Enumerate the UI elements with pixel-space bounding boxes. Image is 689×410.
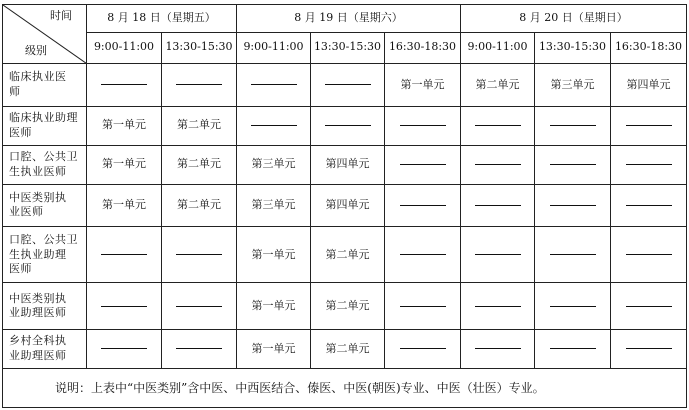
schedule-cell-empty	[461, 283, 535, 330]
schedule-cell-empty	[87, 64, 162, 107]
unit-text: 第三单元	[251, 157, 296, 171]
empty-dash	[101, 306, 147, 307]
schedule-cell-unit	[237, 283, 311, 330]
time-slot-header: 13:30-15:30	[535, 32, 611, 64]
row-level-label-line: 乡村全科执	[9, 334, 67, 348]
row-level-label-line: 业助理医师	[9, 349, 67, 363]
row-level-label-line: 生执业医师	[9, 164, 67, 178]
schedule-cell-empty	[535, 283, 611, 330]
table-row	[3, 227, 687, 283]
unit-text: 第四单元	[325, 198, 370, 212]
empty-dash	[325, 84, 371, 85]
unit-text: 第一单元	[251, 341, 296, 355]
unit-text: 第一单元	[102, 198, 146, 212]
row-level-label	[3, 283, 87, 330]
row-level-label-line: 中医类别执	[9, 291, 67, 305]
unit-text: 第二单元	[325, 247, 370, 261]
schedule-cell-empty	[385, 184, 461, 227]
empty-dash	[176, 254, 222, 255]
time-slot-header: 16:30-18:30	[611, 32, 687, 64]
unit-text: 第二单元	[325, 341, 370, 355]
empty-dash	[475, 164, 521, 165]
schedule-cell-unit	[162, 107, 237, 146]
time-slot-header: 9:00-11:00	[87, 32, 162, 64]
table-row	[3, 283, 687, 330]
schedule-cell-unit	[87, 145, 162, 184]
empty-dash	[550, 348, 596, 349]
schedule-cell-unit	[237, 145, 311, 184]
schedule-cell-unit	[535, 64, 611, 107]
empty-dash	[101, 348, 147, 349]
empty-dash	[475, 125, 521, 126]
date-header-aug18: 8 月 18 日（星期五）	[87, 5, 237, 33]
schedule-cell-empty	[461, 330, 535, 369]
empty-dash	[400, 348, 446, 349]
unit-text: 第四单元	[325, 157, 370, 171]
empty-dash	[475, 306, 521, 307]
row-level-label-line: 中医类别执	[9, 190, 67, 204]
schedule-cell-unit	[237, 184, 311, 227]
unit-text: 第四单元	[626, 77, 671, 91]
schedule-cell-unit	[311, 330, 385, 369]
empty-dash	[400, 205, 446, 206]
schedule-cell-empty	[611, 184, 687, 227]
unit-text: 第一单元	[102, 157, 146, 171]
table-row	[3, 330, 687, 369]
header-corner-cell	[3, 5, 87, 64]
row-level-label	[3, 107, 87, 146]
schedule-cell-empty	[611, 107, 687, 146]
unit-text: 第二单元	[475, 77, 520, 91]
empty-dash	[626, 164, 672, 165]
schedule-cell-unit	[311, 184, 385, 227]
schedule-cell-empty	[311, 64, 385, 107]
schedule-cell-unit	[385, 64, 461, 107]
empty-dash	[550, 306, 596, 307]
schedule-cell-empty	[87, 227, 162, 283]
schedule-cell-empty	[311, 107, 385, 146]
row-level-label	[3, 330, 87, 369]
exam-schedule-table	[2, 4, 687, 408]
schedule-cell-unit	[461, 64, 535, 107]
schedule-cell-empty	[162, 227, 237, 283]
unit-text: 第三单元	[550, 77, 595, 91]
schedule-cell-empty	[611, 227, 687, 283]
schedule-cell-empty	[461, 145, 535, 184]
empty-dash	[626, 254, 672, 255]
date-header-aug20: 8 月 20 日（星期日）	[461, 5, 687, 33]
schedule-cell-empty	[237, 107, 311, 146]
table-note: 说明：上表中“中医类别”含中医、中西医结合、傣医、中医(朝医)专业、中医（壮医）专业。	[3, 369, 687, 408]
schedule-cell-empty	[611, 145, 687, 184]
empty-dash	[475, 254, 521, 255]
schedule-cell-empty	[461, 184, 535, 227]
corner-label-time: 时间	[50, 9, 72, 22]
row-level-label-line: 口腔、公共卫	[9, 149, 78, 163]
schedule-cell-unit	[87, 107, 162, 146]
empty-dash	[475, 205, 521, 206]
row-level-label-line: 师	[9, 85, 21, 99]
empty-dash	[626, 348, 672, 349]
date-header-aug19: 8 月 19 日（星期六）	[237, 5, 461, 33]
schedule-cell-empty	[535, 107, 611, 146]
row-level-label-line: 生执业助理	[9, 247, 67, 261]
unit-text: 第一单元	[102, 118, 146, 132]
row-level-label	[3, 184, 87, 227]
schedule-cell-empty	[87, 283, 162, 330]
unit-text: 第一单元	[251, 299, 296, 313]
schedule-cell-empty	[385, 107, 461, 146]
empty-dash	[176, 306, 222, 307]
empty-dash	[626, 306, 672, 307]
time-slot-header: 13:30-15:30	[162, 32, 237, 64]
schedule-cell-unit	[611, 64, 687, 107]
schedule-cell-empty	[535, 330, 611, 369]
schedule-cell-unit	[237, 227, 311, 283]
unit-text: 第二单元	[325, 299, 370, 313]
row-level-label-line: 医师	[9, 262, 32, 276]
unit-text: 第二单元	[177, 118, 221, 132]
empty-dash	[550, 164, 596, 165]
schedule-cell-empty	[461, 107, 535, 146]
schedule-cell-empty	[535, 184, 611, 227]
empty-dash	[400, 254, 446, 255]
empty-dash	[251, 125, 297, 126]
row-level-label-line: 临床执业医	[9, 70, 67, 84]
empty-dash	[400, 164, 446, 165]
corner-label-level: 级别	[25, 44, 47, 58]
row-level-label-line: 业医师	[9, 205, 44, 219]
row-level-label-line: 医师	[9, 125, 32, 139]
schedule-cell-unit	[87, 184, 162, 227]
schedule-cell-empty	[611, 283, 687, 330]
unit-text: 第一单元	[251, 247, 296, 261]
row-level-label-line: 口腔、公共卫	[9, 232, 78, 246]
time-slot-header: 13:30-15:30	[311, 32, 385, 64]
empty-dash	[101, 84, 147, 85]
schedule-cell-empty	[385, 145, 461, 184]
time-slot-header: 9:00-11:00	[461, 32, 535, 64]
empty-dash	[550, 254, 596, 255]
schedule-cell-empty	[162, 64, 237, 107]
time-slot-header: 9:00-11:00	[237, 32, 311, 64]
row-level-label-line: 业助理医师	[9, 306, 67, 320]
schedule-cell-empty	[162, 330, 237, 369]
schedule-cell-empty	[535, 145, 611, 184]
empty-dash	[550, 125, 596, 126]
table-row	[3, 184, 687, 227]
time-slot-header: 16:30-18:30	[385, 32, 461, 64]
empty-dash	[251, 84, 297, 85]
empty-dash	[400, 306, 446, 307]
unit-text: 第二单元	[177, 157, 221, 171]
table-row	[3, 145, 687, 184]
row-level-label	[3, 145, 87, 184]
unit-text: 第二单元	[177, 198, 221, 212]
empty-dash	[101, 254, 147, 255]
empty-dash	[325, 125, 371, 126]
schedule-cell-empty	[385, 227, 461, 283]
empty-dash	[550, 205, 596, 206]
empty-dash	[176, 84, 222, 85]
row-level-label-line: 临床执业助理	[9, 111, 78, 125]
row-level-label	[3, 227, 87, 283]
schedule-cell-unit	[162, 145, 237, 184]
unit-text: 第一单元	[400, 77, 445, 91]
empty-dash	[176, 348, 222, 349]
schedule-cell-unit	[311, 145, 385, 184]
row-level-label	[3, 64, 87, 107]
schedule-cell-empty	[535, 227, 611, 283]
table-row	[3, 107, 687, 146]
schedule-cell-unit	[237, 330, 311, 369]
schedule-cell-empty	[385, 330, 461, 369]
schedule-cell-unit	[311, 283, 385, 330]
schedule-cell-empty	[611, 330, 687, 369]
schedule-cell-empty	[237, 64, 311, 107]
empty-dash	[475, 348, 521, 349]
empty-dash	[626, 205, 672, 206]
schedule-cell-empty	[162, 283, 237, 330]
empty-dash	[626, 125, 672, 126]
schedule-cell-unit	[311, 227, 385, 283]
table-row	[3, 64, 687, 107]
schedule-cell-empty	[87, 330, 162, 369]
unit-text: 第三单元	[251, 198, 296, 212]
schedule-cell-unit	[162, 184, 237, 227]
empty-dash	[400, 125, 446, 126]
schedule-cell-empty	[385, 283, 461, 330]
schedule-cell-empty	[461, 227, 535, 283]
